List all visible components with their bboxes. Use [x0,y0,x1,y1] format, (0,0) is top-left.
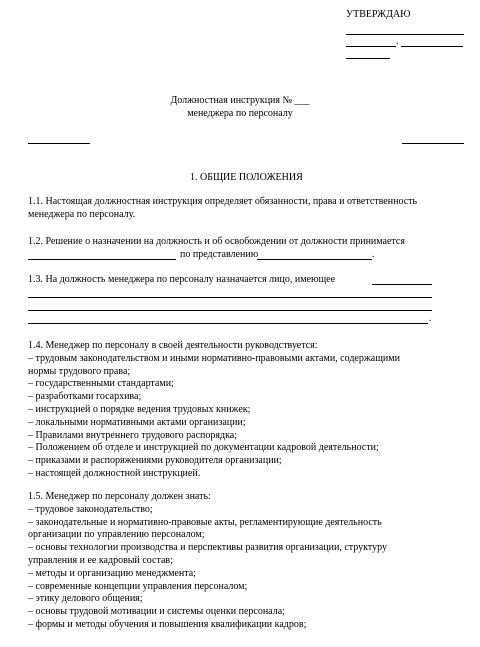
paragraph-text: по представлению [180,249,259,260]
approval-label: УТВЕРЖДАЮ [346,9,411,20]
list-item: – Положением об отделе и инструкцией по документации кадровой деятельности; [28,442,379,454]
document-subtitle: менеджера по персоналу [187,108,293,119]
paragraph-1-5 [28,491,468,632]
blank-line [372,284,432,285]
paragraph-1-1 [28,196,468,222]
list-item: – инструкцией о порядке ведения трудовых книжек; [28,403,251,415]
left-blank-line [28,143,90,144]
paragraph-1-3: 1.3. На должность менеджера по персоналу назначается лицо, имеющее [28,274,336,285]
approval-date-line [346,58,390,59]
approval-position-line [401,46,463,47]
blank-line [28,259,176,260]
list-item: организации по управлению персоналом; [28,529,205,541]
paragraph-line: 1.2. Решение о назначении на должность и об освобождении от должности принимается [28,236,405,247]
section-heading: 1. ОБЩИЕ ПОЛОЖЕНИЯ [190,172,303,183]
list-item: – основы технологии производства и перспективы развития организации, структуру [28,542,387,554]
list-item: – трудовое законодательство; [28,503,153,515]
paragraph-line: 1.1. Настоящая должностная инструкция определяет обязанности, права и ответственность [28,196,418,207]
approval-separator: . [396,36,399,47]
blank-line [257,259,372,260]
list-item: нормы трудового права; [28,365,131,377]
list-item: – формы и методы обучения и повышения квалификации кадров; [28,618,307,630]
paragraph-line: 1.5. Менеджер по персоналу должен знать: [28,491,211,502]
list-item: – локальными нормативными актами организации; [28,416,246,428]
document-title: Должностная инструкция № ___ [170,95,310,106]
list-item: – основы трудовой мотивации и системы оценки персонала; [28,606,285,618]
approval-signature-line [346,34,464,35]
list-item: – этику делового общения; [28,593,143,605]
paragraph-1-2 [28,236,468,249]
list-item: – современные концепции управления персоналом; [28,580,248,592]
list-item: – трудовым законодательством и иными нормативно-правовыми актами, содержащими [28,352,400,364]
blank-line [28,297,432,298]
list-item: – Правилами внутреннего трудового распорядка; [28,429,238,441]
list-item: – приказами и распоряжениями руководителя организации; [28,455,282,467]
list-item: управления и ее кадровый состав; [28,554,173,566]
paragraph-line: менеджера по персоналу. [28,208,136,220]
list-item: – методы и организацию менеджмента; [28,567,196,579]
list-item: – законодательные и нормативно-правовые акты, регламентирующие деятельность [28,516,382,528]
list-item: – разработками госархива; [28,391,142,403]
paragraph-1-4 [28,340,468,481]
paragraph-end: . [429,313,432,324]
list-item: – настоящей должностной инструкцией. [28,467,201,479]
list-item: – государственными стандартами; [28,378,174,390]
right-blank-line [402,143,464,144]
approval-name-line [346,46,396,47]
paragraph-line: 1.4. Менеджер по персоналу в своей деятельности руководствуется: [28,340,318,351]
paragraph-end: . [372,249,375,260]
blank-line [28,310,432,311]
blank-line [28,323,428,324]
